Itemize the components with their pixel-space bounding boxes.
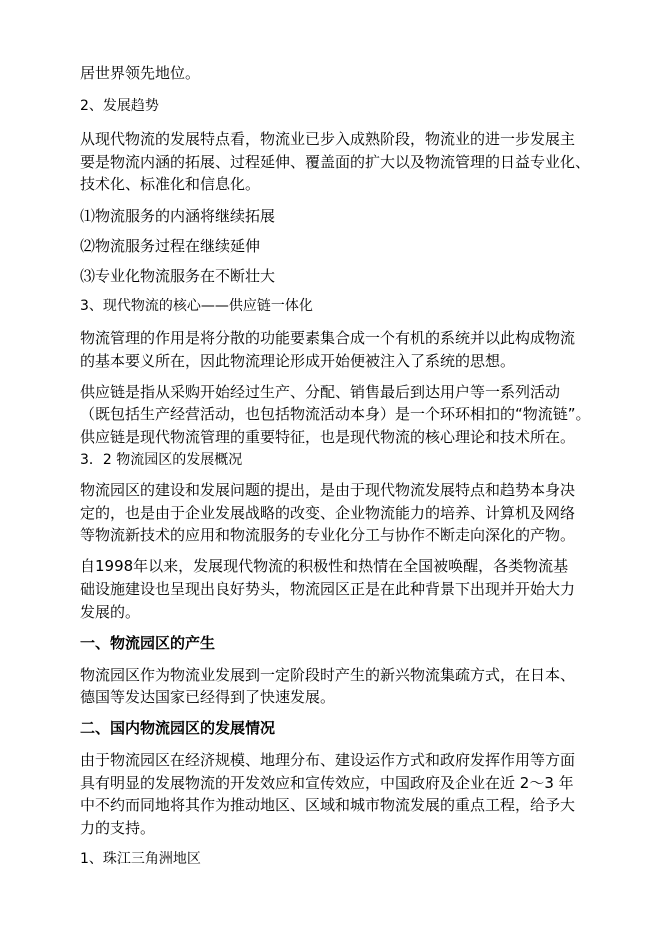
section-heading: 3．2 物流园区的发展概况 (80, 452, 243, 468)
text-line: 中不约而同地将其作为推动地区、区域和城市物流发展的重点工程，给予大 (80, 796, 576, 814)
text-line: 从现代物流的发展特点看，物流业已步入成熟阶段，物流业的进一步发展主 (80, 130, 576, 148)
text-line: 物流园区作为物流业发展到一定阶段时产生的新兴物流集疏方式，在日本、 (80, 666, 576, 684)
text-line: 等物流新技术的应用和物流服务的专业化分工与协作不断走向深化的产物。 (80, 526, 576, 544)
text-line: （既包括生产经营活动，也包括物流活动本身）是一个环环相扣的“物流链”。 (80, 405, 591, 423)
text-line: 由于物流园区在经济规模、地理分布、建设运作方式和政府发挥作用等方面 (80, 751, 576, 769)
text-line: 物流园区的建设和发展问题的提出，是由于现代物流发展特点和趋势本身决 (80, 481, 576, 499)
text-line: 要是物流内涵的拓展、过程延伸、覆盖面的扩大以及物流管理的日益专业化、 (80, 153, 591, 171)
list-item: ⑴物流服务的内涵将继续拓展 (80, 207, 276, 225)
list-item: ⑵物流服务过程在继续延伸 (80, 237, 261, 255)
text-line: 技术化、标准化和信息化。 (80, 175, 261, 193)
section-heading: 一、物流园区的产生 (80, 634, 216, 652)
text-line: 础设施建设也呈现出良好势头，物流园区正是在此种背景下出现并开始大力 (80, 580, 576, 598)
text-line: 供应链是指从采购开始经过生产、分配、销售最后到达用户等一系列活动 (80, 383, 561, 401)
text-line: 物流管理的作用是将分散的功能要素集合成一个有机的系统并以此构成物流 (80, 329, 576, 347)
list-item: ⑶专业化物流服务在不断壮大 (80, 267, 276, 285)
text-line: 自1998年以来，发展现代物流的积极性和热情在全国被唤醒，各类物流基 (80, 557, 569, 575)
text-line: 供应链是现代物流管理的重要特征，也是现代物流的核心理论和技术所在。 (80, 428, 576, 446)
text-line: 发展的。 (80, 603, 141, 621)
text-line: 定的，也是由于企业发展战略的改变、企业物流能力的培养、计算机及网络 (80, 504, 576, 522)
section-heading: 二、国内物流园区的发展情况 (80, 719, 276, 737)
section-heading: 3、现代物流的核心——供应链一体化 (80, 298, 313, 314)
text-line: 具有明显的发展物流的开发效应和宣传效应，中国政府及企业在近 2～3 年 (80, 774, 574, 792)
text-line: 力的支持。 (80, 819, 156, 837)
text-line: 居世界领先地位。 (80, 64, 201, 82)
text-line: 的基本要义所在，因此物流理论形成开始便被注入了系统的思想。 (80, 352, 516, 370)
text-line: 德国等发达国家已经得到了快速发展。 (80, 688, 336, 706)
section-heading: 2、发展趋势 (80, 98, 159, 114)
section-heading: 1、珠江三角洲地区 (80, 851, 201, 867)
